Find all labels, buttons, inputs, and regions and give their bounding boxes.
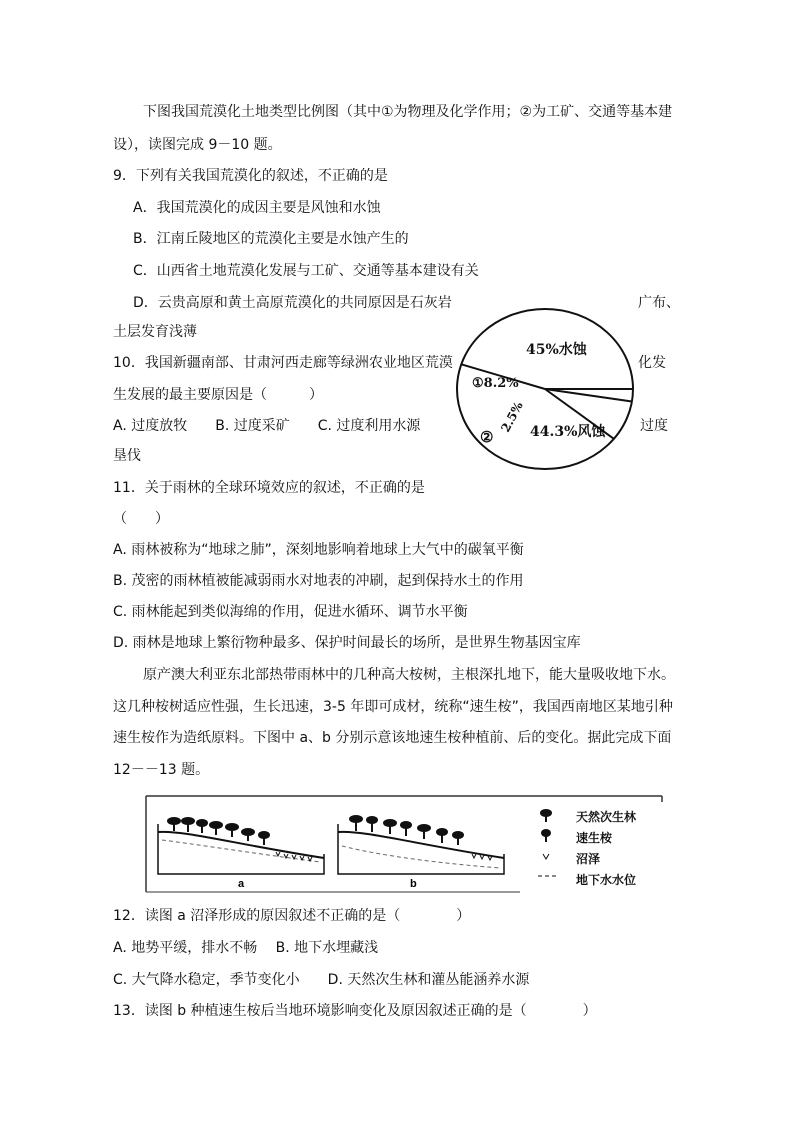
intro-line-2: 设），读图完成 9－10 题。 <box>113 137 282 153</box>
q9-option-a: A．我国荒漠化的成因主要是风蚀和水蚀 <box>133 200 381 216</box>
legend-eucalyptus: 速生桉 <box>576 831 613 845</box>
passage2-line-2: 这几种桉树适应性强，生长迅速，3-5 年即可成材，统称“速生桉”，我国西南地区某地引种 <box>113 699 673 715</box>
q10-options: A. 过度放牧 B. 过度采矿 C. 过度利用水源 <box>113 418 421 434</box>
q13-stem: 13．读图 b 种植速生桉后当地环境影响变化及原因叙述正确的是（ ） <box>113 1003 597 1019</box>
panel-b-diagram <box>338 815 504 890</box>
q9-option-c: C．山西省土地荒漠化发展与工矿、交通等基本建设有关 <box>133 263 479 279</box>
q12-stem: 12．读图 a 沼泽形成的原因叙述不正确的是（ ） <box>113 908 471 924</box>
panel-a-diagram <box>158 817 324 890</box>
q9-option-d-part3: 土层发育浅薄 <box>113 324 197 340</box>
passage2-line-4: 12－－13 题。 <box>113 762 210 778</box>
pie-label-water-erosion: 45%水蚀 <box>526 342 587 358</box>
q12-options-cd: C. 大气降水稳定，季节变化小 D. 天然次生林和灌丛能涵养水源 <box>113 972 530 988</box>
passage2-line-3: 速生桉作为造纸原料。下图中 a、b 分别示意该地速生桉种植前、后的变化。据此完成下面 <box>113 730 672 746</box>
legend-marsh: 沼泽 <box>576 852 601 866</box>
q11-option-a: A. 雨林被称为“地球之肺”，深刻地影响着地球上大气中的碳氧平衡 <box>113 542 524 558</box>
q11-blank: （ ） <box>113 511 169 527</box>
q10-stem-part2: 化发 <box>638 355 666 371</box>
pie-label-mining-marker: ② <box>480 428 494 446</box>
q10-option-d-part1: 过度 <box>640 418 668 434</box>
q10-option-d-part2: 垦伐 <box>113 448 141 464</box>
q9-option-b: B．江南丘陵地区的荒漠化主要是水蚀产生的 <box>133 231 409 247</box>
legend-water-table: 地下水水位 <box>576 873 637 887</box>
legend-natural-forest: 天然次生林 <box>576 810 637 824</box>
q11-option-b: B. 茂密的雨林植被能减弱雨水对地表的冲刷，起到保持水土的作用 <box>113 573 524 589</box>
panel-b-label: b <box>410 878 417 890</box>
q10-stem-part1: 10．我国新疆南部、甘肃河西走廊等绿洲农业地区荒漠 <box>113 355 453 371</box>
q11-option-d: D. 雨林是地球上繁衍物种最多、保护时间最长的场所，是世界生物基因宝库 <box>113 635 581 651</box>
pie-label-physical-chemical: ①8.2% <box>472 376 519 391</box>
q9-option-d-part1: D．云贵高原和黄土高原荒漠化的共同原因是石灰岩 <box>133 295 452 311</box>
q12-options-ab: A. 地势平缓，排水不畅 B. 地下水埋藏浅 <box>113 940 379 956</box>
q9-stem: 9．下列有关我国荒漠化的叙述，不正确的是 <box>113 168 388 184</box>
q9-option-d-part2: 广布、 <box>638 295 680 311</box>
panel-a-label: a <box>238 878 245 890</box>
intro-line-1: 下图我国荒漠化土地类型比例图（其中①为物理及化学作用；②为工矿、交通等基本建 <box>143 104 673 120</box>
q11-option-c: C. 雨林能起到类似海绵的作用，促进水循环、调节水平衡 <box>113 604 468 620</box>
pie-label-wind-erosion: 44.3%风蚀 <box>530 424 606 440</box>
passage2-line-1: 原产澳大利亚东北部热带雨林中的几种高大桉树，主根深扎地下，能大量吸收地下水。 <box>143 667 675 683</box>
legend-symbols <box>538 809 556 876</box>
q11-stem: 11．关于雨林的全球环境效应的叙述，不正确的是 <box>113 480 425 496</box>
eucalyptus-figure <box>144 794 664 894</box>
q10-stem-part3: 生发展的最主要原因是（ ） <box>113 387 323 403</box>
desertification-pie-chart <box>456 306 634 472</box>
pie-label-mining-percent: 2.5% <box>498 399 526 435</box>
